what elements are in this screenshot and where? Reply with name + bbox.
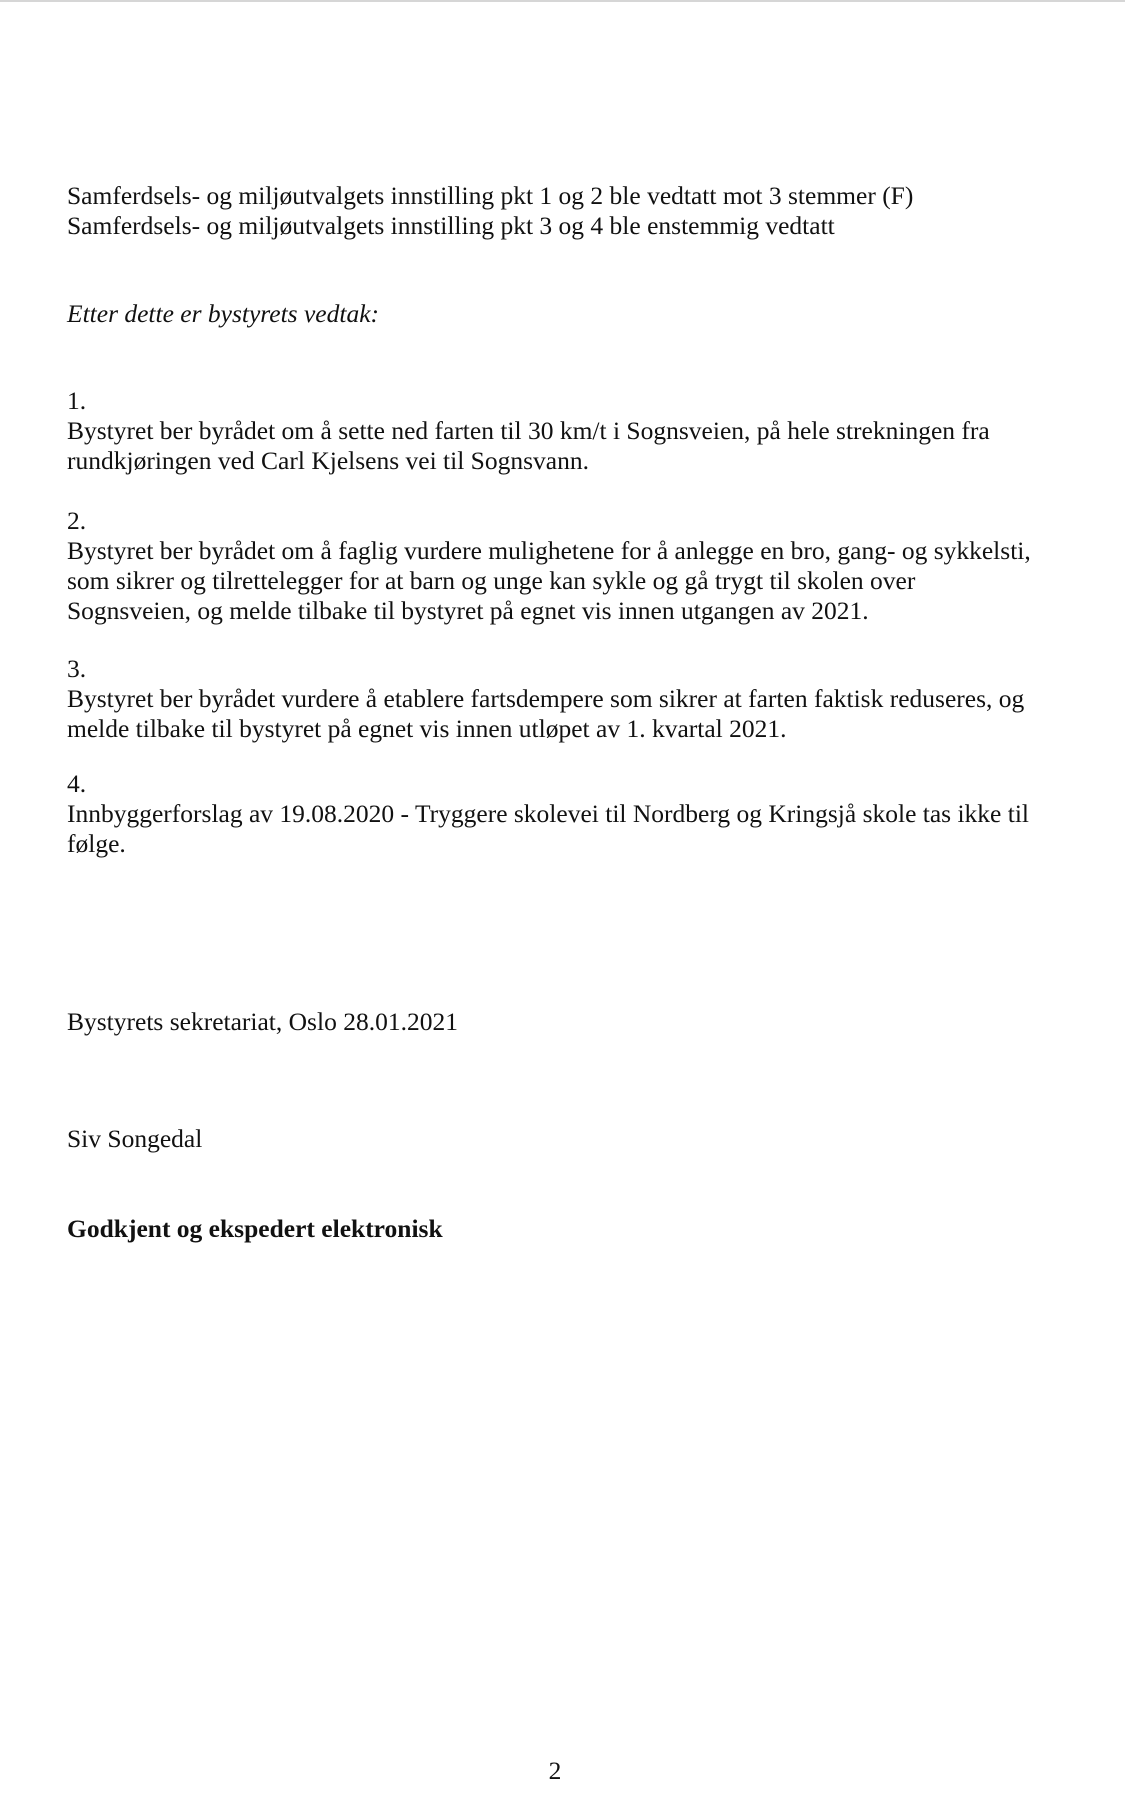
item-number: 2.	[67, 506, 87, 535]
item-text-line: Bystyret ber byrådet om å faglig vurdere mulighetene for å anlegge en bro, gang- og sykkelsti,	[67, 536, 1031, 565]
item-text-line: som sikrer og tilrettelegger for at barn og unge kan sykle og gå trygt til skolen over	[67, 566, 916, 595]
item-text-line: melde tilbake til bystyret på egnet vis innen utløpet av 1. kvartal 2021.	[67, 714, 787, 743]
item-text-line: rundkjøringen ved Carl Kjelsens vei til Sognsvann.	[67, 446, 589, 475]
result-line: Samferdsels- og miljøutvalgets innstilling pkt 1 og 2 ble vedtatt mot 3 stemmer (F)	[67, 181, 914, 210]
page-number: 2	[548, 1756, 562, 1785]
item-text-line: følge.	[67, 829, 126, 858]
item-text-line: Innbyggerforslag av 19.08.2020 - Tryggere skolevei til Nordberg og Kringsjå skole tas ikke til	[67, 799, 1030, 828]
item-text-line: Bystyret ber byrådet om å sette ned farten til 30 km/t i Sognsveien, på hele strekningen fra	[67, 416, 990, 445]
place-date: Bystyrets sekretariat, Oslo 28.01.2021	[67, 1007, 458, 1036]
decision-intro: Etter dette er bystyrets vedtak:	[67, 299, 380, 328]
signatory-name: Siv Songedal	[67, 1124, 203, 1153]
result-line: Samferdsels- og miljøutvalgets innstilling pkt 3 og 4 ble enstemmig vedtatt	[67, 211, 835, 240]
viewer-top-border	[0, 0, 1125, 2]
item-text-line: Sognsveien, og melde tilbake til bystyret på egnet vis innen utgangen av 2021.	[67, 596, 869, 625]
item-number: 4.	[67, 769, 87, 798]
item-text-line: Bystyret ber byrådet vurdere å etablere fartsdempere som sikrer at farten faktisk reduseres, og	[67, 684, 1025, 713]
approval-note: Godkjent og ekspedert elektronisk	[67, 1214, 443, 1243]
item-number: 1.	[67, 386, 87, 415]
item-number: 3.	[67, 654, 87, 683]
